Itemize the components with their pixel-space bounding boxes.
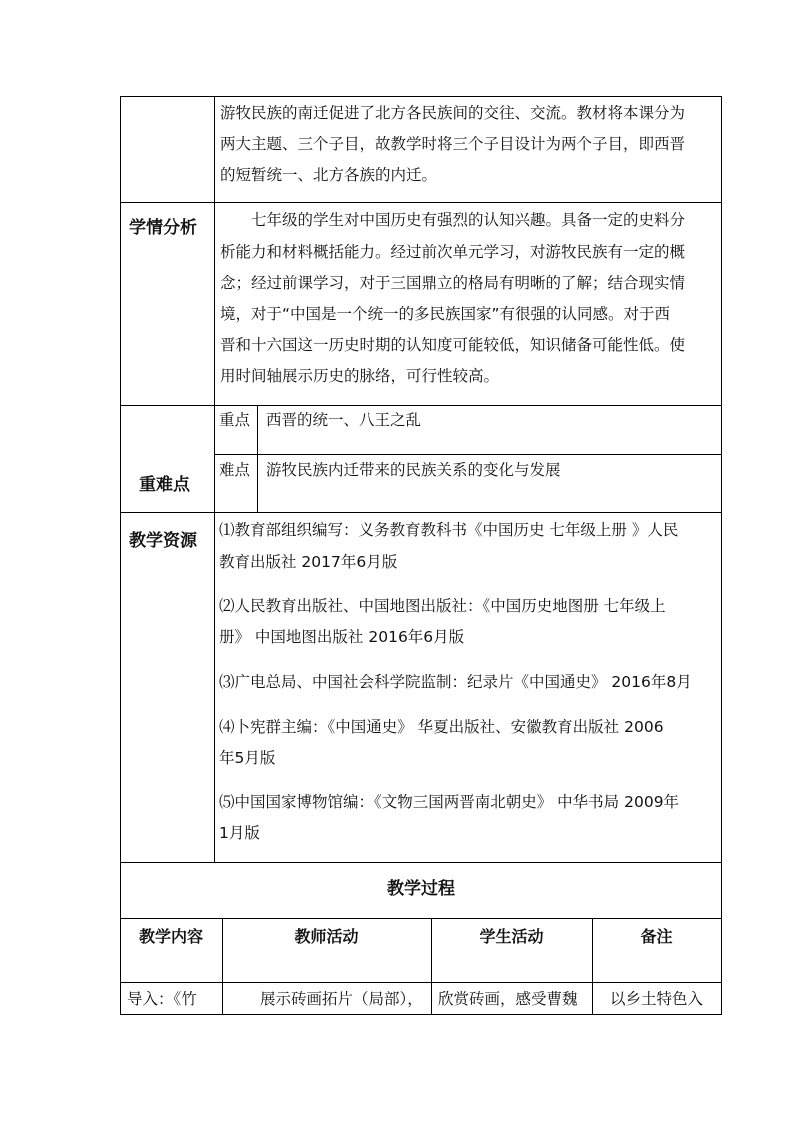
paragraph-line: 的短暂统一、北方各族的内迁。 (220, 166, 438, 184)
header-student-activity: 学生活动 (479, 927, 544, 946)
table-border-top (120, 96, 722, 97)
row-divider (120, 862, 722, 863)
header-remarks: 备注 (640, 927, 673, 946)
table-cell: 导入：《竹 (127, 990, 197, 1008)
table-cell: 以乡土特色入 (610, 990, 704, 1008)
paragraph-line: 用时间轴展示历史的脉络，可行性较高。 (220, 367, 500, 385)
paragraph-line: 境，对于“中国是一个统一的多民族国家”有很强的认同感。对于西 (220, 305, 671, 323)
paragraph-line: 念；经过前课学习，对于三国鼎立的格局有明晰的了解；结合现实情 (220, 274, 686, 292)
label-column-divider (214, 96, 215, 863)
header-teacher-activity: 教师活动 (294, 927, 359, 946)
resource-item-line: ⑷卜宪群主编：《中国通史》 华夏出版社、安徽教育出版社 2006 (219, 718, 664, 736)
resource-item-line: 1月版 (219, 824, 260, 842)
focus-value: 西晋的统一、八王之乱 (266, 411, 422, 429)
student-analysis-label: 学情分析 (129, 218, 197, 238)
paragraph-line: 七年级的学生对中国历史有强烈的认知兴趣。具备一定的史料分 (251, 211, 686, 229)
key-points-label: 重难点 (139, 475, 190, 495)
header-teaching-content: 教学内容 (138, 927, 203, 946)
difficulty-value: 游牧民族内迁带来的民族关系的变化与发展 (266, 461, 561, 479)
resources-label: 教学资源 (129, 531, 197, 551)
row-divider (120, 918, 722, 919)
resource-item-line: ⑶广电总局、中国社会科学院监制：纪录片《中国通史》 2016年8月 (219, 673, 692, 691)
focus-label: 重点 (219, 411, 251, 429)
row-divider (120, 202, 722, 203)
subcolumn-divider (257, 405, 258, 513)
table-cell: 展示砖画拓片（局部）， (260, 990, 423, 1008)
process-title: 教学过程 (387, 879, 455, 899)
resource-item-line: 册》 中国地图出版社 2016年6月版 (219, 628, 465, 646)
resource-item-line: 教育出版社 2017年6月版 (219, 553, 398, 571)
difficulty-label: 难点 (219, 461, 251, 479)
resource-item-line: ⑵人民教育出版社、中国地图出版社：《中国历史地图册 七年级上 (219, 597, 666, 615)
row-divider (120, 512, 722, 513)
paragraph-line: 析能力和材料概括能力。经过前次单元学习，对游牧民族有一定的概 (220, 243, 686, 261)
resource-item-line: ⑸中国国家博物馆编：《文物三国两晋南北朝史》 中华书局 2009年 (219, 793, 680, 811)
table-cell: 欣赏砖画，感受曹魏 (438, 990, 578, 1008)
paragraph-line: 游牧民族的南迁促进了北方各民族间的交往、交流。教材将本课分为 (220, 104, 686, 122)
row-divider (120, 982, 722, 983)
paragraph-line: 晋和十六国这一历史时期的认知度可能较低，知识储备可能性低。使 (220, 336, 686, 354)
paragraph-line: 两大主题、三个子目，故教学时将三个子目设计为两个子目，即西晋 (220, 135, 686, 153)
resource-item-line: ⑴教育部组织编写：义务教育教科书《中国历史 七年级上册 》人民 (219, 521, 679, 539)
resource-item-line: 年5月版 (219, 749, 276, 767)
